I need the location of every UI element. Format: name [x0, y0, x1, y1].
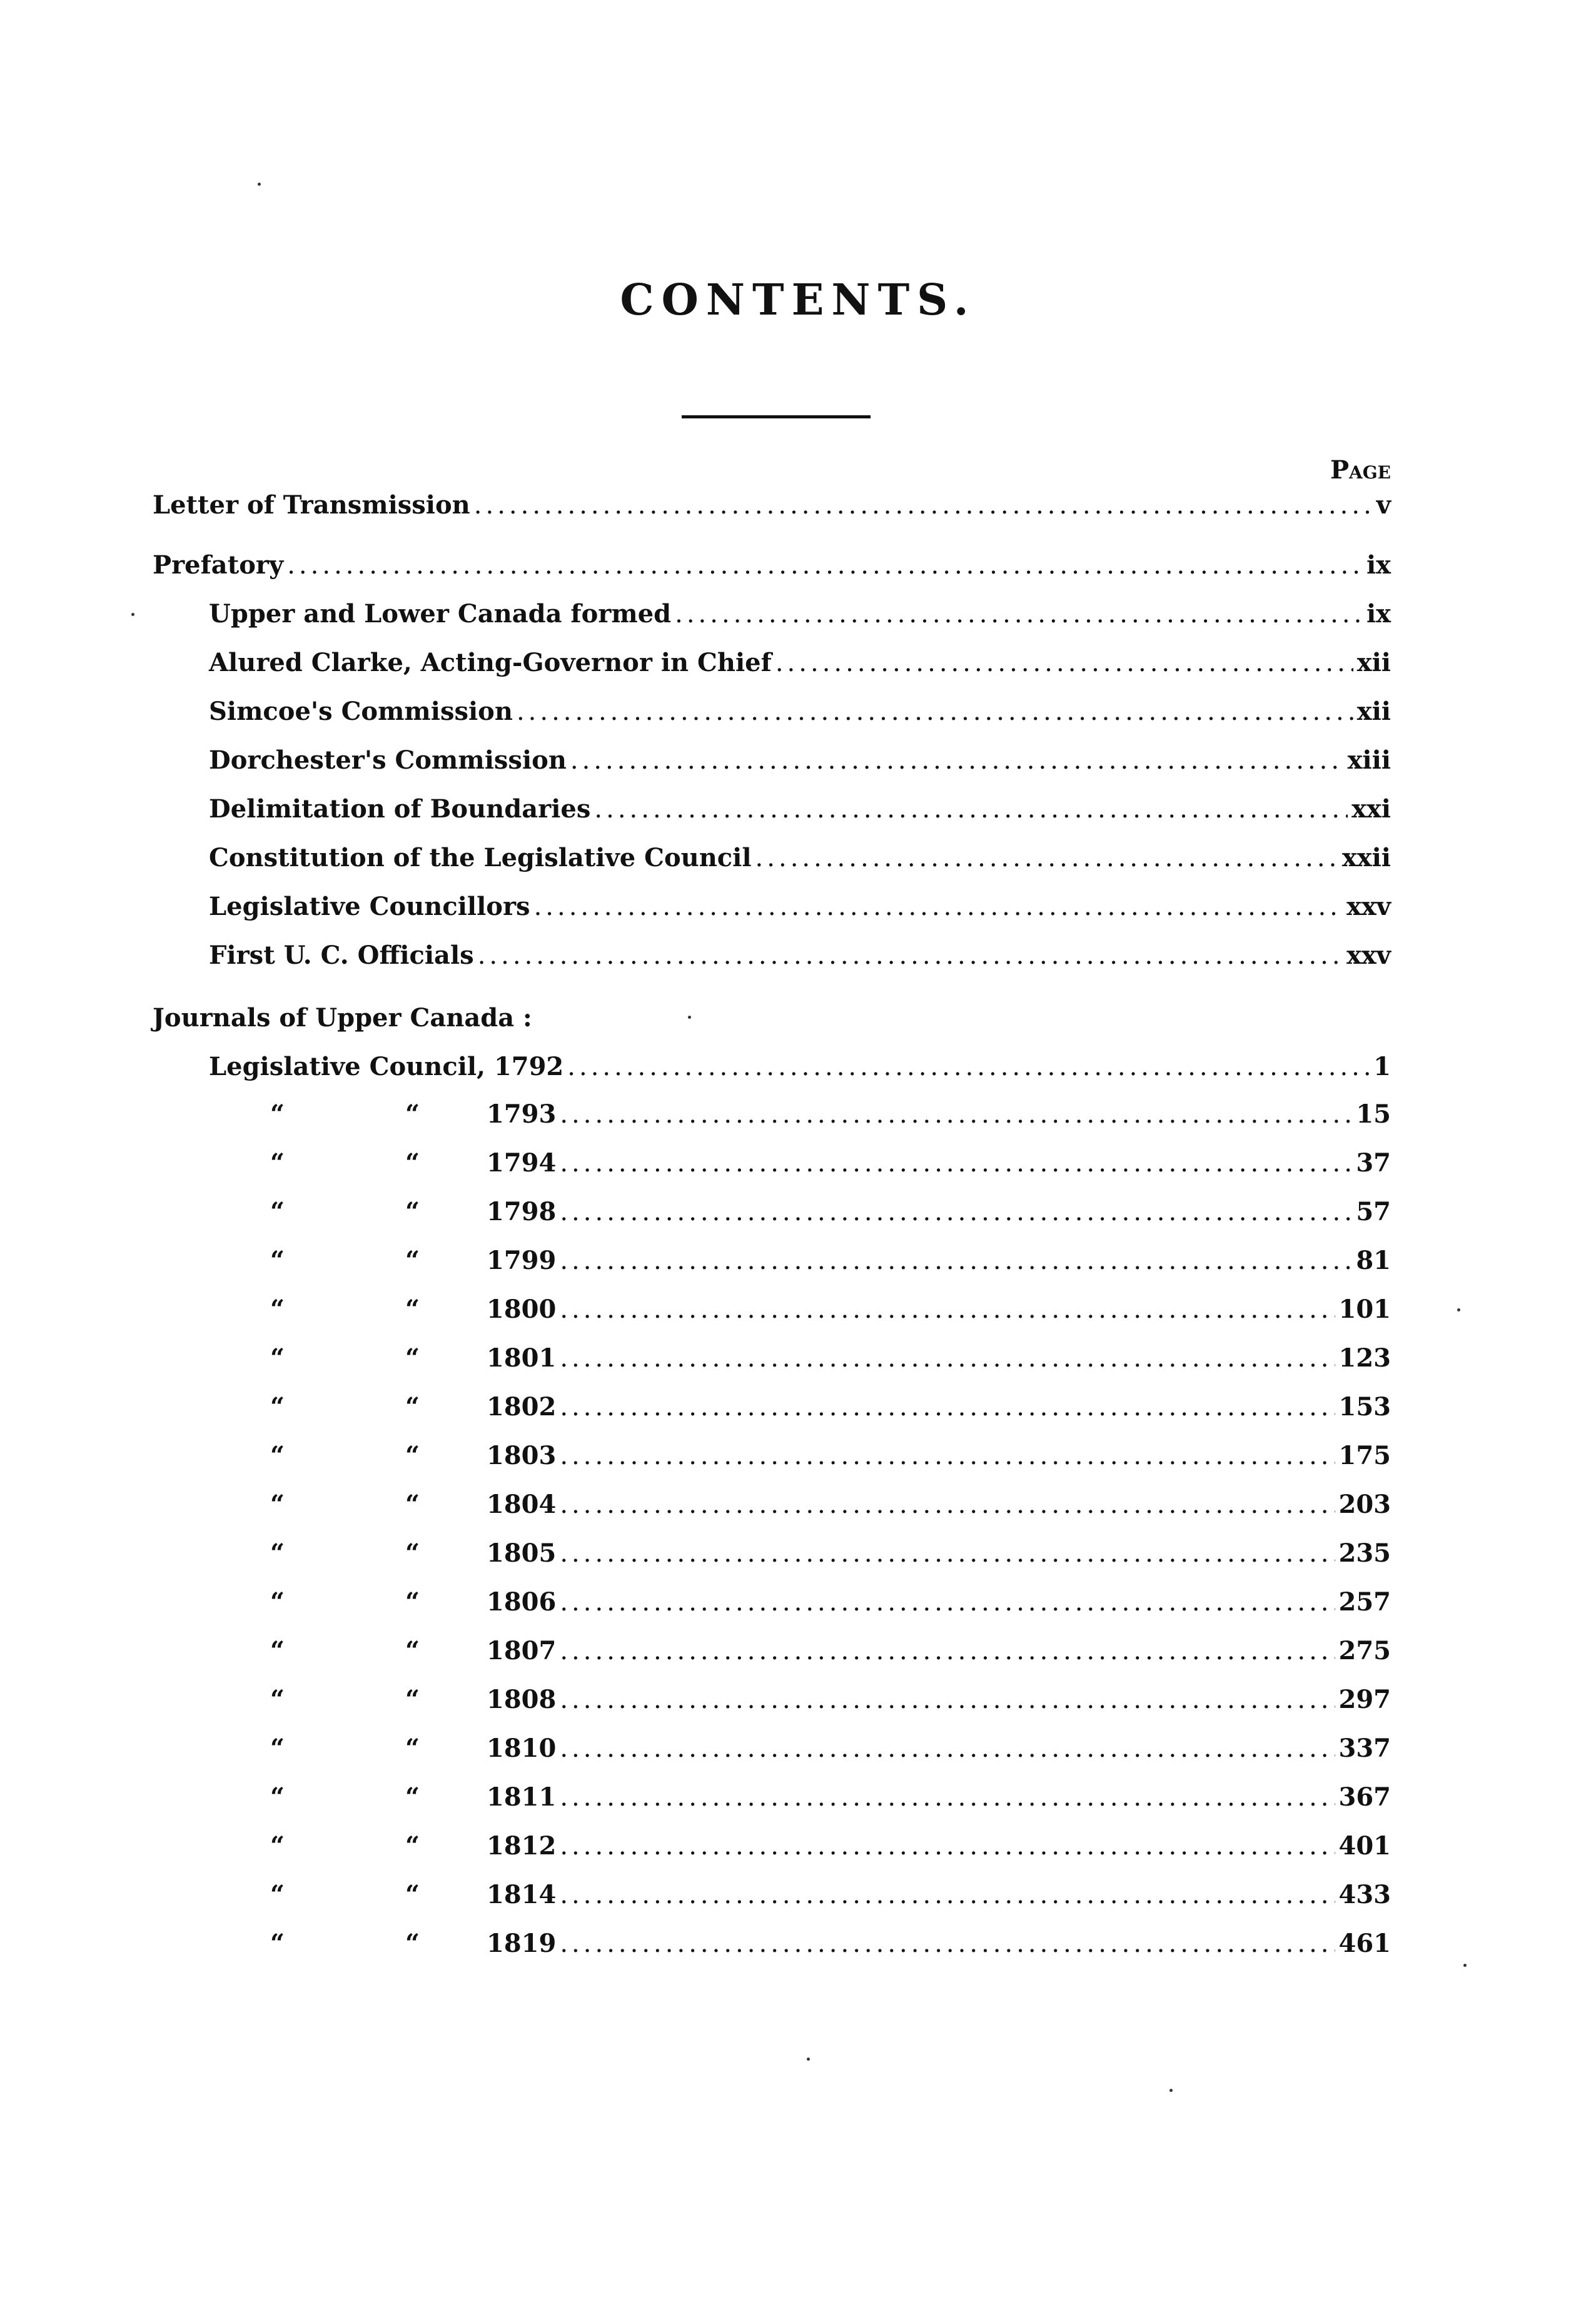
- print-speck: [1463, 1964, 1467, 1967]
- toc-entry-journal-label: 1800: [487, 1295, 557, 1324]
- toc-entry-prefatory-item-page: xii: [1356, 648, 1391, 677]
- toc-entry-journal-page: 175: [1338, 1441, 1391, 1470]
- ditto-mark-legislative: “: [405, 1734, 420, 1763]
- toc-entry-prefatory-item-label: First U. C. Officials: [209, 941, 474, 970]
- dot-leader: [755, 844, 1338, 872]
- ditto-mark-council: “: [270, 1343, 285, 1373]
- dot-leader: [560, 1100, 1352, 1129]
- toc-entry-journal-page: 203: [1338, 1490, 1391, 1519]
- dot-leader: [560, 1344, 1335, 1373]
- ditto-mark-council: “: [270, 1197, 285, 1226]
- ditto-mark-council: “: [270, 1880, 285, 1909]
- toc-entry-journal-label: 1812: [487, 1831, 557, 1861]
- toc-entry-journal-label: 1799: [487, 1246, 557, 1275]
- toc-entry-prefatory-item-page: xiii: [1347, 745, 1391, 775]
- dot-leader: [287, 551, 1363, 580]
- ditto-mark-legislative: “: [405, 1197, 420, 1226]
- print-speck: [688, 1016, 691, 1019]
- ditto-mark-legislative: “: [405, 1148, 420, 1178]
- toc-entry-journal: [487, 1538, 1391, 1575]
- toc-entry-journal-label: 1807: [487, 1636, 557, 1665]
- toc-entry-journal-page: 57: [1356, 1197, 1391, 1226]
- ditto-mark-legislative: “: [405, 1441, 420, 1470]
- dot-leader: [560, 1442, 1335, 1470]
- toc-entry-journal-page: 275: [1338, 1636, 1391, 1665]
- toc-entry-journal-page: 81: [1356, 1246, 1391, 1275]
- toc-entry-journal-page: 461: [1338, 1929, 1391, 1958]
- ditto-mark-council: “: [270, 1831, 285, 1861]
- toc-entry-prefatory-label: Prefatory: [153, 550, 284, 580]
- toc-entry-prefatory: [153, 550, 1391, 587]
- toc-entry-journal: [487, 1831, 1391, 1867]
- toc-entry-journal-page: 367: [1338, 1782, 1391, 1812]
- dot-leader: [560, 1246, 1352, 1275]
- toc-entry-prefatory-item-page: xxii: [1341, 843, 1391, 872]
- dot-leader: [560, 1588, 1335, 1617]
- toc-entry-prefatory-item: [209, 843, 1391, 879]
- ditto-mark-legislative: “: [405, 1880, 420, 1909]
- dot-leader: [570, 746, 1344, 775]
- dot-leader: [594, 795, 1348, 824]
- ditto-mark-council: “: [270, 1246, 285, 1275]
- dot-leader: [560, 1832, 1335, 1861]
- toc-entry-journal: [487, 1782, 1391, 1819]
- toc-entry-journal-label: 1798: [487, 1197, 557, 1226]
- dot-leader: [567, 1053, 1370, 1081]
- ditto-mark-council: “: [270, 1636, 285, 1665]
- toc-entry-journal: [487, 1929, 1391, 1965]
- toc-entry-journal: [209, 1052, 1391, 1088]
- print-speck: [258, 183, 261, 186]
- ditto-mark-council: “: [270, 1587, 285, 1617]
- toc-entry-prefatory-item: [209, 697, 1391, 733]
- dot-leader: [560, 1685, 1335, 1714]
- toc-entry-journal-label: 1803: [487, 1441, 557, 1470]
- toc-entry-prefatory-item-page: xxv: [1346, 941, 1391, 970]
- toc-entry-journal: [487, 1246, 1391, 1282]
- toc-entry-journal: [487, 1636, 1391, 1672]
- toc-entry-prefatory-item-page: xxv: [1346, 892, 1391, 921]
- ditto-mark-legislative: “: [405, 1685, 420, 1714]
- toc-entry-journal-label: 1814: [487, 1880, 557, 1909]
- toc-entry-transmission-page: v: [1376, 490, 1391, 520]
- toc-entry-journal-page: 257: [1338, 1587, 1391, 1617]
- toc-entry-prefatory-item-label: Dorchester's Commission: [209, 745, 567, 775]
- toc-entry-prefatory-item-page: ix: [1366, 599, 1391, 629]
- dot-leader: [560, 1295, 1335, 1324]
- toc-entry-journal: [487, 1197, 1391, 1233]
- toc-entry-transmission: [153, 490, 1391, 527]
- ditto-mark-legislative: “: [405, 1636, 420, 1665]
- dot-leader: [474, 491, 1373, 520]
- dot-leader: [560, 1393, 1335, 1422]
- toc-entry-journal: [487, 1685, 1391, 1721]
- print-speck: [131, 613, 134, 616]
- toc-entry-journal: [487, 1880, 1391, 1916]
- toc-entry-journal-page: 37: [1356, 1148, 1391, 1178]
- toc-entry-prefatory-item-label: Legislative Councillors: [209, 892, 530, 921]
- ditto-mark-legislative: “: [405, 1587, 420, 1617]
- ditto-mark-legislative: “: [405, 1246, 420, 1275]
- dot-leader: [560, 1881, 1335, 1909]
- toc-entry-journal: [487, 1343, 1391, 1380]
- ditto-mark-legislative: “: [405, 1295, 420, 1324]
- ditto-mark-legislative: “: [405, 1490, 420, 1519]
- dot-leader: [560, 1490, 1335, 1519]
- toc-entry-prefatory-item: [209, 745, 1391, 782]
- toc-entry-journal-page: 101: [1338, 1295, 1391, 1324]
- toc-entry-journal: [487, 1295, 1391, 1331]
- toc-entry-journal-label: 1811: [487, 1782, 557, 1812]
- toc-entry-journal-label: Legislative Council, 1792: [209, 1052, 564, 1081]
- toc-entry-prefatory-item-label: Alured Clarke, Acting-Governor in Chief: [209, 648, 772, 677]
- toc-entry-journal-label: 1794: [487, 1148, 557, 1178]
- ditto-mark-legislative: “: [405, 1099, 420, 1129]
- toc-entry-journal-page: 401: [1338, 1831, 1391, 1861]
- toc-entry-prefatory-item-label: Delimitation of Boundaries: [209, 794, 591, 824]
- toc-entry-journal-page: 1: [1373, 1052, 1391, 1081]
- toc-entry-journal-page: 433: [1338, 1880, 1391, 1909]
- ditto-mark-legislative: “: [405, 1343, 420, 1373]
- dot-leader: [560, 1734, 1335, 1763]
- page-title: CONTENTS.: [620, 275, 976, 325]
- page-column-heading: Page: [1330, 455, 1391, 485]
- toc-entry-journal-page: 297: [1338, 1685, 1391, 1714]
- toc-entry-prefatory-item-page: xxi: [1351, 794, 1391, 824]
- toc-entry-prefatory-item: [209, 599, 1391, 635]
- ditto-mark-council: “: [270, 1148, 285, 1178]
- toc-entry-prefatory-item: [209, 941, 1391, 977]
- dot-leader: [478, 941, 1343, 970]
- ditto-mark-council: “: [270, 1295, 285, 1324]
- toc-entry-journal-label: 1804: [487, 1490, 557, 1519]
- ditto-mark-council: “: [270, 1538, 285, 1568]
- toc-entry-journal-label: 1805: [487, 1538, 557, 1568]
- dot-leader: [560, 1149, 1352, 1178]
- dot-leader: [560, 1539, 1335, 1568]
- dot-leader: [560, 1929, 1335, 1958]
- toc-entry-journal: [487, 1490, 1391, 1526]
- ditto-mark-legislative: “: [405, 1929, 420, 1958]
- ditto-mark-council: “: [270, 1929, 285, 1958]
- dot-leader: [675, 600, 1363, 629]
- toc-entry-journal: [487, 1148, 1391, 1185]
- print-speck: [1169, 2089, 1173, 2092]
- journals-heading: Journals of Upper Canada :: [153, 1003, 532, 1033]
- dot-leader: [775, 649, 1353, 677]
- ditto-mark-council: “: [270, 1099, 285, 1129]
- ditto-mark-council: “: [270, 1734, 285, 1763]
- toc-entry-journal-page: 235: [1338, 1538, 1391, 1568]
- dot-leader: [560, 1198, 1352, 1226]
- title-rule: [682, 415, 871, 418]
- toc-entry-prefatory-item-page: xii: [1356, 697, 1391, 726]
- toc-entry-prefatory-item: [209, 892, 1391, 928]
- toc-entry-prefatory-item-label: Upper and Lower Canada formed: [209, 599, 672, 629]
- ditto-mark-council: “: [270, 1685, 285, 1714]
- print-speck: [1457, 1308, 1460, 1311]
- dot-leader: [560, 1783, 1335, 1812]
- toc-entry-prefatory-item-label: Constitution of the Legislative Council: [209, 843, 752, 872]
- toc-entry-journal: [487, 1099, 1391, 1136]
- toc-entry-journal-label: 1801: [487, 1343, 557, 1373]
- toc-entry-journal-page: 337: [1338, 1734, 1391, 1763]
- print-speck: [807, 2058, 810, 2061]
- toc-entry-journal-page: 123: [1338, 1343, 1391, 1373]
- toc-entry-journal-label: 1793: [487, 1099, 557, 1129]
- toc-entry-prefatory-page: ix: [1366, 550, 1391, 580]
- ditto-mark-legislative: “: [405, 1538, 420, 1568]
- toc-entry-journal-label: 1819: [487, 1929, 557, 1958]
- toc-entry-journal-label: 1802: [487, 1392, 557, 1422]
- toc-entry-journal-page: 15: [1356, 1099, 1391, 1129]
- dot-leader: [534, 892, 1343, 921]
- toc-entry-journal-label: 1806: [487, 1587, 557, 1617]
- toc-entry-prefatory-item-label: Simcoe's Commission: [209, 697, 513, 726]
- toc-entry-journal-label: 1808: [487, 1685, 557, 1714]
- ditto-mark-council: “: [270, 1441, 285, 1470]
- ditto-mark-council: “: [270, 1392, 285, 1422]
- toc-entry-journal-page: 153: [1338, 1392, 1391, 1422]
- dot-leader: [517, 697, 1353, 726]
- ditto-mark-council: “: [270, 1490, 285, 1519]
- dot-leader: [560, 1637, 1335, 1665]
- toc-entry-journal: [487, 1734, 1391, 1770]
- toc-entry-journal: [487, 1392, 1391, 1428]
- toc-entry-journal-label: 1810: [487, 1734, 557, 1763]
- ditto-mark-council: “: [270, 1782, 285, 1812]
- toc-entry-journal: [487, 1441, 1391, 1477]
- toc-entry-prefatory-item: [209, 794, 1391, 831]
- ditto-mark-legislative: “: [405, 1782, 420, 1812]
- toc-entry-prefatory-item: [209, 648, 1391, 684]
- ditto-mark-legislative: “: [405, 1392, 420, 1422]
- toc-entry-transmission-label: Letter of Transmission: [153, 490, 470, 520]
- ditto-mark-legislative: “: [405, 1831, 420, 1861]
- toc-entry-journal: [487, 1587, 1391, 1624]
